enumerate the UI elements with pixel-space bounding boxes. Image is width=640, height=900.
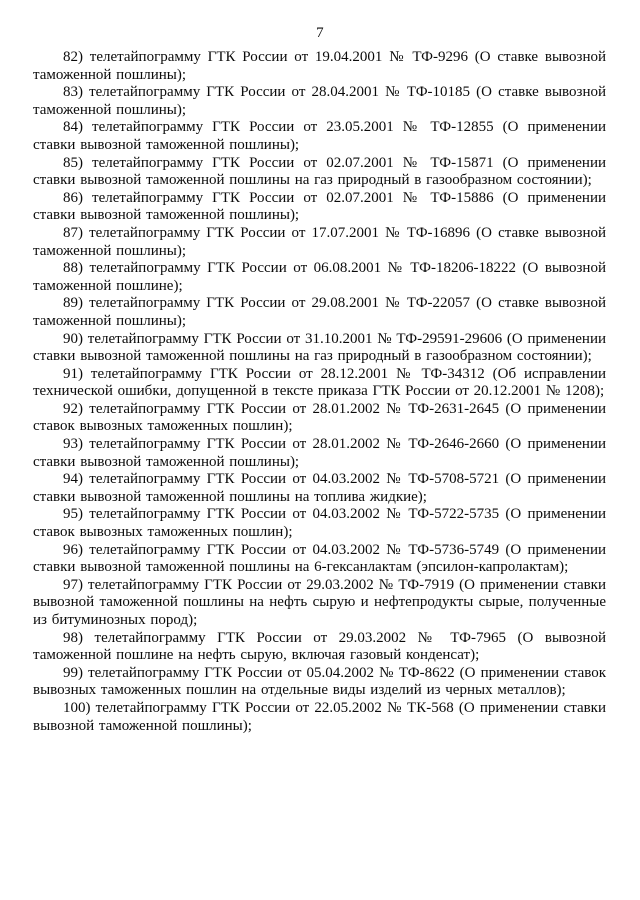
list-item: 85) телетайпограмму ГТК России от 02.07.2001 № ТФ-15871 (О применении ставки вывозной таможенной пошлины на газ природный в газообразном состоянии); — [33, 154, 606, 189]
list-item: 96) телетайпограмму ГТК России от 04.03.2002 № ТФ-5736-5749 (О применении ставки вывозной таможенной пошлины на 6-гексанлактам (эпсилон-капролактам); — [33, 541, 606, 576]
list-item: 100) телетайпограмму ГТК России от 22.05.2002 № ТК-568 (О применении ставки вывозной таможенной пошлины); — [33, 699, 606, 734]
list-item: 94) телетайпограмму ГТК России от 04.03.2002 № ТФ-5708-5721 (О применении ставки вывозной таможенной пошлины на топлива жидкие); — [33, 471, 606, 505]
list-item: 93) телетайпограмму ГТК России от 28.01.2002 № ТФ-2646-2660 (О применении ставки вывозной таможенной пошлины); — [33, 436, 606, 470]
list-item: 87) телетайпограмму ГТК России от 17.07.2001 № ТФ-16896 (О ставке вывозной таможенной пошлины); — [33, 224, 606, 259]
list-item: 98) телетайпограмму ГТК России от 29.03.2002 № ТФ-7965 (О вывозной таможенной пошлине на нефть сырую, включая газовый конденсат); — [33, 629, 606, 664]
list-item: 88) телетайпограмму ГТК России от 06.08.2001 № ТФ-18206-18222 (О вывозной таможенной пошлине); — [33, 260, 606, 294]
list-item: 97) телетайпограмму ГТК России от 29.03.2002 № ТФ-7919 (О применении ставки вывозной таможенной пошлины на нефть сырую и нефтепродукты сырые, полученные из битуминозных пород); — [33, 576, 606, 628]
list-item: 92) телетайпограмму ГТК России от 28.01.2002 № ТФ-2631-2645 (О применении ставок вывозных таможенных пошлин); — [33, 400, 606, 435]
page-number: 7 — [316, 25, 324, 41]
document-body — [33, 49, 606, 735]
list-item: 84) телетайпограмму ГТК России от 23.05.2001 № ТФ-12855 (О применении ставки вывозной таможенной пошлины); — [33, 119, 606, 153]
list-item: 82) телетайпограмму ГТК России от 19.04.2001 № ТФ-9296 (О ставке вывозной таможенной пошлины); — [33, 49, 606, 83]
list-item: 89) телетайпограмму ГТК России от 29.08.2001 № ТФ-22057 (О ставке вывозной таможенной пошлины); — [33, 295, 606, 329]
list-item: 90) телетайпограмму ГТК России от 31.10.2001 № ТФ-29591-29606 (О применении ставки вывозной таможенной пошлины на газ природный в газообразном состоянии); — [33, 330, 606, 365]
list-item: 91) телетайпограмму ГТК России от 28.12.2001 № ТФ-34312 (Об исправлении технической ошибки, допущенной в тексте приказа ГТК России от 20.12.2001 № 1208); — [33, 365, 606, 400]
list-item: 99) телетайпограмму ГТК России от 05.04.2002 № ТФ-8622 (О применении ставок вывозных таможенных пошлин на отдельные виды изделий из черных металлов); — [33, 664, 606, 699]
list-item: 83) телетайпограмму ГТК России от 28.04.2001 № ТФ-10185 (О ставке вывозной таможенной пошлины); — [33, 84, 606, 118]
list-item: 86) телетайпограмму ГТК России от 02.07.2001 № ТФ-15886 (О применении ставки вывозной таможенной пошлины); — [33, 189, 606, 224]
list-item: 95) телетайпограмму ГТК России от 04.03.2002 № ТФ-5722-5735 (О применении ставок вывозных таможенных пошлин); — [33, 506, 606, 541]
